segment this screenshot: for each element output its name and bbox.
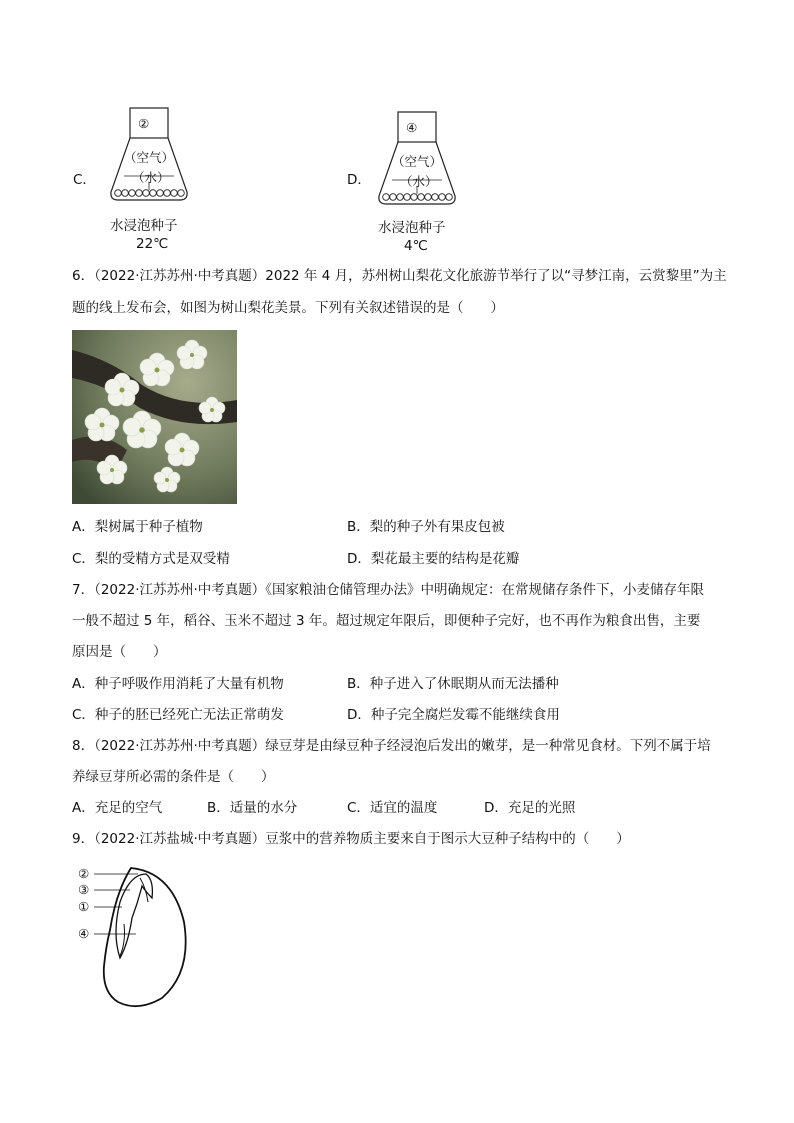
seed-label-2: ② bbox=[78, 866, 90, 881]
q7-option-c: C．种子的胚已经死亡无法正常萌发 bbox=[72, 707, 284, 723]
soybean-seed-diagram bbox=[76, 862, 196, 1012]
q7-option-d: D．种子完全腐烂发霉不能继续食用 bbox=[347, 707, 560, 723]
q8-option-c: C．适宜的温度 bbox=[347, 800, 438, 816]
q7-option-b: B．种子进入了休眠期从而无法播种 bbox=[347, 676, 559, 692]
flask-c-number: ② bbox=[138, 116, 150, 131]
option-d-letter: D． bbox=[347, 172, 371, 188]
flask-c-caption: 水浸泡种子 bbox=[110, 218, 178, 234]
seed-label-4: ④ bbox=[78, 926, 90, 941]
flask-d-number: ④ bbox=[406, 120, 418, 135]
flask-c-water-label: （水） bbox=[132, 170, 170, 185]
q6-option-b: B．梨的种子外有果皮包被 bbox=[347, 519, 505, 535]
flask-d-temperature: 4℃ bbox=[404, 238, 428, 254]
q7-option-a: A．种子呼吸作用消耗了大量有机物 bbox=[72, 676, 284, 692]
q6-option-c: C．梨的受精方式是双受精 bbox=[72, 551, 230, 567]
q8-stem-line2: 养绿豆芽所必需的条件是（ ） bbox=[72, 769, 275, 785]
q8-stem-line1: 8．（2022·江苏苏州·中考真题）绿豆芽是由绿豆种子经浸泡后发出的嫩芽，是一种常见食材。下列不属于培 bbox=[72, 738, 711, 754]
seed-label-1: ① bbox=[78, 899, 90, 914]
q6-stem-line2: 题的线上发布会，如图为树山梨花美景。下列有关叙述错误的是（ ） bbox=[72, 300, 504, 316]
q6-stem-line1: 6．（2022·江苏苏州·中考真题）2022 年 4 月，苏州树山梨花文化旅游节举行了以“寻梦江南，云赏黎里”为主 bbox=[72, 268, 727, 284]
flask-d-air-label: （空气） bbox=[392, 154, 443, 169]
q9-stem: 9．（2022·江苏盐城·中考真题）豆浆中的营养物质主要来自于图示大豆种子结构中的（ ） bbox=[72, 831, 630, 847]
flask-c-air-label: （空气） bbox=[124, 150, 175, 165]
q8-option-b: B．适量的水分 bbox=[207, 800, 298, 816]
q7-stem-line1: 7．（2022·江苏苏州·中考真题）《国家粮油仓储管理办法》中明确规定：在常规储存条件下，小麦储存年限 bbox=[72, 582, 705, 598]
pear-blossom-photo bbox=[72, 330, 237, 504]
option-c-letter: C． bbox=[73, 172, 96, 188]
q6-option-a: A．梨树属于种子植物 bbox=[72, 519, 203, 535]
flask-c-temperature: 22℃ bbox=[136, 236, 169, 252]
seed-label-3: ③ bbox=[78, 882, 90, 897]
q7-stem-line2: 一般不超过 5 年，稻谷、玉米不超过 3 年。超过规定年限后，即便种子完好，也不再作为粮食出售，主要 bbox=[72, 613, 701, 629]
q7-stem-line3: 原因是（ ） bbox=[72, 644, 167, 660]
flask-d-water-label: （水） bbox=[400, 174, 438, 189]
q6-option-d: D．梨花最主要的结构是花瓣 bbox=[347, 551, 520, 567]
q8-option-a: A．充足的空气 bbox=[72, 800, 163, 816]
flask-d-caption: 水浸泡种子 bbox=[378, 220, 446, 236]
q8-option-d: D．充足的光照 bbox=[484, 800, 576, 816]
